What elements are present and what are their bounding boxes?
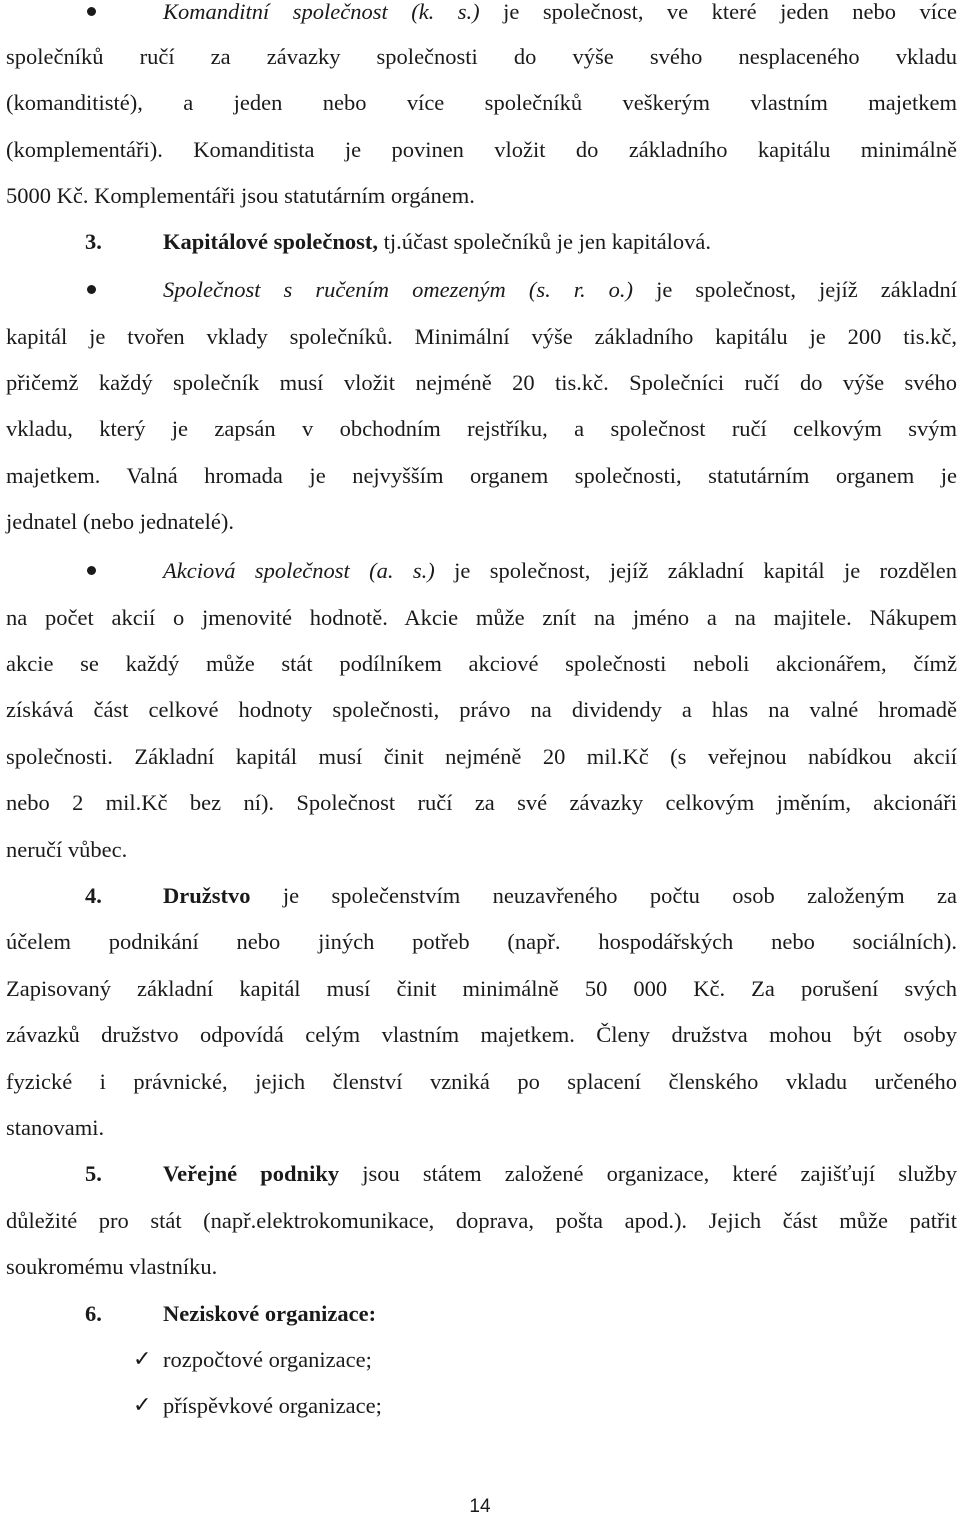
text-line: přičemž každý společník musí vložit nejméně 20 tis.kč. Společníci ručí do výše svého (6, 370, 957, 395)
section-number: 4. (85, 883, 102, 908)
section-heading (163, 222, 953, 262)
section-heading (163, 876, 957, 916)
section-heading: Neziskové organizace: (163, 1301, 377, 1326)
text-line: stanovami. (6, 1115, 105, 1140)
text-line: neručí vůbec. (6, 837, 128, 862)
text-line: nebo 2 mil.Kč bez ní). Společnost ručí za své závazky celkovým jměním, akcionáři (6, 790, 957, 815)
section-number: 3. (85, 229, 102, 254)
text-line: (komanditisté), a jeden nebo více společníků veškerým vlastním majetkem (6, 90, 957, 115)
bullet-icon (87, 566, 96, 575)
text-line: soukromému vlastníku. (6, 1254, 218, 1279)
text-line: kapitál je tvořen vklady společníků. Minimální výše základního kapitálu je 200 tis.kč, (6, 324, 957, 349)
section-number: 6. (85, 1301, 102, 1326)
section-number: 5. (85, 1161, 102, 1186)
text-line: Zapisovaný základní kapitál musí činit minimálně 50 000 Kč. Za porušení svých (6, 976, 957, 1001)
text-fragment: je společnost, ve které jeden nebo více (479, 0, 957, 24)
term-komanditni-spolecnost: Komanditní společnost (k. s.) (163, 0, 480, 24)
list-item: příspěvkové organizace; (163, 1393, 382, 1418)
heading-kapitalove: Kapitálové společnost, (163, 229, 379, 254)
text-line (163, 270, 957, 310)
text-line: majetkem. Valná hromada je nejvyšším organem společnosti, statutárním organem je (6, 463, 957, 488)
heading-druzstvo: Družstvo (163, 883, 251, 908)
text-fragment: je společnost, jejíž základní kapitál je rozdělen (434, 558, 957, 583)
list-item: rozpočtové organizace; (163, 1347, 372, 1372)
text-line: akcie se každý může stát podílníkem akciové společnosti neboli akcionářem, čímž (6, 651, 957, 676)
term-akciova-spolecnost: Akciová společnost (a. s.) (163, 558, 435, 583)
checkmark-icon: ✓ (133, 1347, 152, 1372)
text-fragment: je společenstvím neuzavřeného počtu osob založeným za (250, 883, 957, 908)
text-line: účelem podnikání nebo jiných potřeb (např. hospodářských nebo sociálních). (6, 929, 957, 954)
text-fragment: tj.účast společníků je jen kapitálová. (378, 229, 712, 254)
text-line: 5000 Kč. Komplementáři jsou statutárním orgánem. (6, 183, 475, 208)
text-line (163, 0, 957, 32)
checkmark-icon: ✓ (133, 1393, 152, 1418)
text-line: (komplementáři). Komanditista je povinen vložit do základního kapitálu minimálně (6, 137, 957, 162)
text-line (163, 551, 957, 591)
page-number: 14 (469, 1496, 491, 1517)
text-line: fyzické i právnické, jejich členství vzniká po splacení členského vkladu určeného (6, 1069, 957, 1094)
section-heading (163, 1154, 957, 1194)
text-line: získává část celkové hodnoty společnosti, právo na dividendy a hlas na valné hromadě (6, 697, 957, 722)
text-line: závazků družstvo odpovídá celým vlastním majetkem. Členy družstva mohou být osoby (6, 1022, 957, 1047)
text-fragment: je společnost, jejíž základní (633, 277, 957, 302)
bullet-icon (87, 7, 96, 16)
text-line: na počet akcií o jmenovité hodnotě. Akcie může znít na jméno a na majitele. Nákupem (6, 605, 957, 630)
text-line: společníků ručí za závazky společnosti do výše svého nesplaceného vkladu (6, 44, 957, 69)
heading-verejne-podniky: Veřejné podniky (163, 1161, 340, 1186)
term-sro: Společnost s ručením omezeným (s. r. o.) (163, 277, 634, 302)
text-fragment: jsou státem založené organizace, které zajišťují služby (339, 1161, 957, 1186)
bullet-icon (87, 285, 96, 294)
text-line: vkladu, který je zapsán v obchodním rejstříku, a společnost ručí celkovým svým (6, 416, 957, 441)
text-line: společnosti. Základní kapitál musí činit nejméně 20 mil.Kč (s veřejnou nabídkou akcií (6, 744, 957, 769)
text-line: důležité pro stát (např.elektrokomunikace, doprava, pošta apod.). Jejich část může patřit (6, 1208, 957, 1233)
text-line: jednatel (nebo jednatelé). (6, 509, 235, 534)
